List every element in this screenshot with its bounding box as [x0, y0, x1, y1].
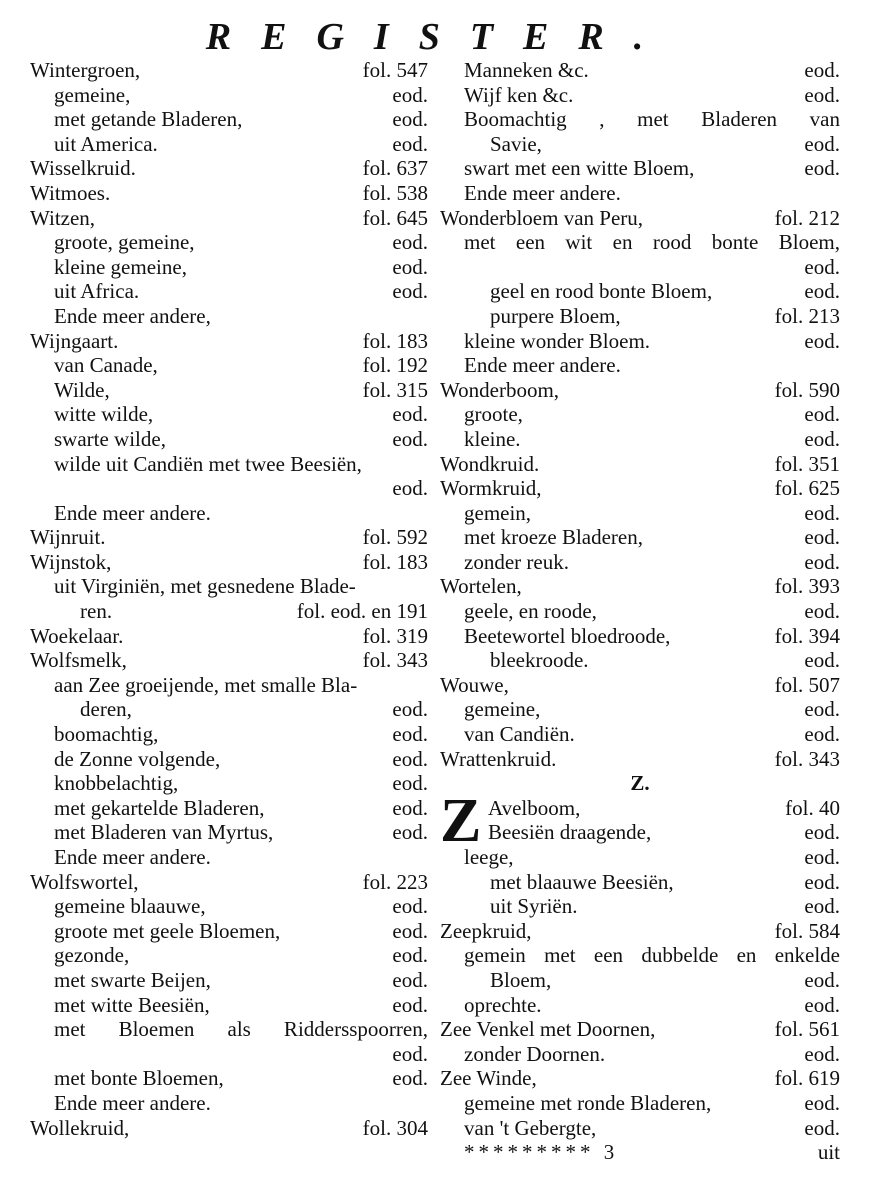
folio-reference: fol. 538 — [362, 180, 428, 205]
index-entry — [30, 943, 428, 968]
entry-term: Zee Venkel met Doornen, — [440, 1017, 656, 1042]
folio-reference: eod. — [392, 254, 428, 279]
entry-term: Wijnstok, — [30, 549, 112, 574]
folio-reference: fol. 561 — [774, 1017, 840, 1042]
index-entry — [440, 1042, 840, 1067]
entry-term: met getande Bladeren, — [54, 107, 243, 132]
entry-term: met swarte Beijen, — [54, 967, 211, 992]
index-entry — [440, 870, 840, 895]
entry-term: uit Syriën. — [490, 894, 578, 919]
folio-reference: fol. 547 — [362, 58, 428, 82]
index-entry — [30, 58, 428, 83]
entry-term: kleine gemeine, — [54, 254, 187, 279]
folio-reference: eod. — [804, 845, 840, 869]
entry-term: met blaauwe Beesiën, — [490, 869, 674, 894]
left-column — [30, 58, 428, 1140]
entry-term: oprechte. — [464, 992, 542, 1017]
folio-reference: eod. — [392, 746, 428, 771]
entry-term: gemein met een dubbelde en enkelde — [464, 943, 840, 968]
index-entry — [30, 993, 428, 1018]
folio-reference: eod. — [804, 549, 840, 574]
index-entry — [440, 83, 840, 108]
index-entry — [440, 1066, 840, 1091]
entry-term: Woekelaar. — [30, 623, 124, 648]
folio-reference: eod. — [392, 230, 428, 255]
folio-reference: eod. — [392, 722, 428, 747]
folio-reference: eod. — [804, 58, 840, 82]
index-entry — [440, 968, 840, 993]
folio-reference: fol. 625 — [774, 476, 840, 501]
folio-reference: eod. — [392, 1041, 428, 1066]
index-entry — [30, 476, 428, 501]
entry-term: gemeine, — [464, 697, 541, 722]
entry-term: knobbelachtig, — [54, 771, 179, 796]
catchword: uit — [817, 1140, 840, 1165]
index-entry — [30, 550, 428, 575]
folio-reference: eod. — [804, 426, 840, 451]
entry-term: Ende meer andere. — [464, 180, 621, 205]
folio-reference: fol. 183 — [362, 549, 428, 574]
entry-term: gemeine blaauwe, — [54, 894, 206, 919]
entry-term: Ende meer andere, — [54, 303, 211, 328]
entry-term: groote met geele Bloemen, — [54, 918, 281, 943]
index-entry — [440, 599, 840, 624]
index-entry — [30, 501, 428, 526]
entry-term: uit Africa. — [54, 279, 140, 304]
index-entry — [440, 206, 840, 231]
folio-reference: fol. 343 — [774, 746, 840, 771]
folio-reference: eod. — [804, 697, 840, 722]
entry-term: Wisselkruid. — [30, 156, 136, 181]
entry-term: Ende meer andere. — [54, 845, 211, 869]
entry-term: geele, en roode, — [464, 599, 597, 624]
folio-reference: fol. 223 — [362, 869, 428, 894]
index-entry — [30, 599, 428, 624]
folio-reference: fol. 637 — [362, 156, 428, 181]
folio-reference: fol. 619 — [774, 1066, 840, 1091]
entry-term: van 't Gebergte, — [464, 1115, 597, 1140]
folio-reference: eod. — [392, 1066, 428, 1091]
folio-reference: eod. — [804, 500, 840, 525]
entry-term: deren, — [80, 697, 132, 722]
entry-term: zonder Doornen. — [464, 1041, 606, 1066]
index-entry — [440, 993, 840, 1018]
entry-term: Wolfswortel, — [30, 869, 139, 894]
entry-term: swarte wilde, — [54, 426, 166, 451]
index-entry — [440, 107, 840, 132]
entry-term: Wonderboom, — [440, 377, 560, 402]
folio-reference: eod. — [392, 795, 428, 820]
entry-term: Zee Winde, — [440, 1066, 537, 1091]
folio-reference: fol. 394 — [774, 623, 840, 648]
folio-reference: eod. — [392, 943, 428, 968]
index-entry — [440, 181, 840, 206]
index-entry — [440, 624, 840, 649]
index-entry — [440, 329, 840, 354]
folio-reference: eod. — [392, 918, 428, 943]
entry-term: Ende meer andere. — [464, 353, 621, 378]
folio-reference: fol. 304 — [362, 1115, 428, 1140]
entry-term: Boomachtig , met Bladeren van — [464, 107, 840, 132]
entry-term: uit America. — [54, 131, 158, 156]
entry-term: met een wit en rood bonte Bloem, — [464, 230, 840, 255]
entry-term: Wrattenkruid. — [440, 746, 557, 771]
index-entry — [30, 1116, 428, 1141]
folio-reference: eod. — [392, 771, 428, 796]
index-entry — [30, 452, 428, 477]
entry-term: de Zonne volgende, — [54, 746, 221, 771]
entry-term: Wijnruit. — [30, 525, 106, 550]
index-entry — [440, 255, 840, 280]
folio-reference: eod. — [804, 869, 840, 894]
entry-term: Witmoes. — [30, 180, 111, 205]
index-entry — [30, 747, 428, 772]
index-entry — [30, 673, 428, 698]
folio-reference: fol. 40 — [785, 795, 840, 820]
folio-reference: fol. 192 — [362, 353, 428, 378]
entry-term: Wollekruid, — [30, 1115, 130, 1140]
folio-reference: eod. — [804, 894, 840, 919]
folio-reference: fol. 584 — [774, 918, 840, 943]
folio-reference: eod. — [392, 107, 428, 132]
entry-term: Wilde, — [54, 377, 110, 402]
index-entry — [30, 574, 428, 599]
folio-reference: eod. — [804, 820, 840, 845]
folio-reference: eod. — [392, 402, 428, 427]
entry-term: Wijngaart. — [30, 328, 119, 353]
entry-term: boomachtig, — [54, 722, 159, 747]
index-entry — [440, 279, 840, 304]
folio-reference: eod. — [392, 426, 428, 451]
index-entry — [440, 574, 840, 599]
folio-reference: eod. — [804, 967, 840, 992]
entry-term: gemeine, — [54, 82, 131, 107]
index-entry — [30, 1091, 428, 1116]
index-entry — [440, 304, 840, 329]
entry-term: Wormkruid, — [440, 476, 542, 501]
index-entry — [30, 697, 428, 722]
entry-term: Ende meer andere. — [54, 500, 211, 525]
index-entry — [440, 132, 840, 157]
index-entry — [30, 722, 428, 747]
index-entry — [440, 771, 840, 796]
folio-reference: eod. — [392, 476, 428, 501]
entry-term: Beetewortel bloedroode, — [464, 623, 671, 648]
entry-term: Zeepkruid, — [440, 918, 532, 943]
entry-term: Bloem, — [490, 967, 552, 992]
folio-reference: eod. — [804, 1115, 840, 1140]
folio-reference: eod. — [392, 697, 428, 722]
folio-reference: eod. — [392, 967, 428, 992]
entry-term: gemein, — [464, 500, 532, 525]
index-entry — [440, 845, 840, 870]
index-entry — [440, 747, 840, 772]
folio-reference: fol. 592 — [362, 525, 428, 550]
folio-reference: fol. 315 — [362, 377, 428, 402]
entry-term: kleine. — [464, 426, 521, 451]
page-title: REGISTER. — [205, 16, 674, 58]
index-entry — [440, 820, 840, 845]
entry-term: met Bloemen als Riddersspoorren, — [54, 1017, 428, 1042]
index-entry — [440, 476, 840, 501]
folio-reference: eod. — [392, 820, 428, 845]
entry-term: leege, — [464, 845, 514, 869]
index-entry — [30, 919, 428, 944]
folio-reference: fol. 213 — [774, 303, 840, 328]
entry-term: met Bladeren van Myrtus, — [54, 820, 274, 845]
index-entry — [30, 796, 428, 821]
entry-term: ********* 3 — [464, 1140, 619, 1165]
index-entry — [440, 452, 840, 477]
entry-term: ren. — [80, 599, 113, 624]
index-entry — [30, 894, 428, 919]
folio-reference: eod. — [804, 648, 840, 673]
index-entry — [30, 83, 428, 108]
index-entry — [30, 107, 428, 132]
entry-term: purpere Bloem, — [490, 303, 621, 328]
index-entry — [30, 402, 428, 427]
index-entry — [30, 329, 428, 354]
folio-reference: fol. 507 — [774, 672, 840, 697]
entry-term: aan Zee groeijende, met smalle Bla- — [54, 672, 358, 697]
index-entry — [440, 402, 840, 427]
index-entry — [440, 697, 840, 722]
index-entry — [440, 673, 840, 698]
folio-reference: fol. 645 — [362, 205, 428, 230]
index-entry — [440, 1140, 840, 1165]
folio-reference: fol. 343 — [362, 648, 428, 673]
folio-reference: eod. — [392, 992, 428, 1017]
index-entry — [30, 771, 428, 796]
folio-reference: eod. — [392, 279, 428, 304]
index-entry — [440, 722, 840, 747]
index-entry — [30, 230, 428, 255]
folio-reference: eod. — [804, 722, 840, 747]
index-entry — [440, 427, 840, 452]
entry-term: Manneken &c. — [464, 58, 589, 82]
index-entry — [440, 230, 840, 255]
index-entry — [440, 1091, 840, 1116]
index-entry — [30, 1066, 428, 1091]
section-letter: Z. — [630, 771, 650, 796]
index-entry — [30, 304, 428, 329]
index-entry — [30, 206, 428, 231]
folio-reference: fol. eod. en 191 — [296, 599, 428, 624]
index-entry — [30, 181, 428, 206]
index-entry — [440, 501, 840, 526]
index-entry — [440, 1017, 840, 1042]
entry-term: met bonte Bloemen, — [54, 1066, 224, 1091]
folio-reference: fol. 212 — [774, 205, 840, 230]
folio-reference: fol. 319 — [362, 623, 428, 648]
folio-reference: eod. — [392, 131, 428, 156]
entry-term: Wondkruid. — [440, 451, 540, 476]
folio-reference: fol. 393 — [774, 574, 840, 599]
folio-reference: eod. — [804, 156, 840, 181]
entry-term: Avelboom, — [488, 795, 581, 820]
index-entry — [30, 156, 428, 181]
folio-reference: fol. 183 — [362, 328, 428, 353]
entry-term: groote, gemeine, — [54, 230, 195, 255]
entry-term: kleine wonder Bloem. — [464, 328, 651, 353]
entry-term: Wortelen, — [440, 574, 522, 599]
index-entry — [30, 870, 428, 895]
right-column — [440, 58, 840, 1165]
entry-term: Wonderbloem van Peru, — [440, 205, 644, 230]
folio-reference: eod. — [392, 82, 428, 107]
index-entry — [30, 525, 428, 550]
entry-term: Witzen, — [30, 205, 96, 230]
index-entry — [440, 550, 840, 575]
folio-reference: eod. — [392, 894, 428, 919]
index-entry — [30, 378, 428, 403]
index-entry — [440, 1116, 840, 1141]
entry-term: swart met een witte Bloem, — [464, 156, 695, 181]
index-entry — [440, 378, 840, 403]
folio-reference: eod. — [804, 82, 840, 107]
index-entry — [30, 845, 428, 870]
index-entry — [440, 58, 840, 83]
entry-term: Beesiën draagende, — [488, 820, 652, 845]
entry-term: Savie, — [490, 131, 542, 156]
folio-reference: eod. — [804, 279, 840, 304]
entry-term: Wintergroen, — [30, 58, 141, 82]
index-entry — [440, 894, 840, 919]
index-entry — [30, 624, 428, 649]
index-entry — [440, 648, 840, 673]
entry-term: wilde uit Candiën met twee Beesiën, — [54, 451, 362, 476]
index-entry — [30, 820, 428, 845]
folio-reference: fol. 351 — [774, 451, 840, 476]
entry-term: van Candiën. — [464, 722, 575, 747]
folio-reference: eod. — [804, 599, 840, 624]
entry-term: met kroeze Bladeren, — [464, 525, 643, 550]
index-entry — [440, 353, 840, 378]
folio-reference: eod. — [804, 525, 840, 550]
entry-term: Wouwe, — [440, 672, 509, 697]
index-entry — [440, 156, 840, 181]
index-entry — [30, 353, 428, 378]
index-entry — [30, 279, 428, 304]
entry-term: Wijf ken &c. — [464, 82, 574, 107]
folio-reference: eod. — [804, 1090, 840, 1115]
entry-term: van Canade, — [54, 353, 158, 378]
entry-term: Ende meer andere. — [54, 1090, 211, 1115]
folio-reference: eod. — [804, 254, 840, 279]
entry-term: uit Virginiën, met gesnedene Blade- — [54, 574, 356, 599]
index-entry — [30, 255, 428, 280]
entry-term: met gekartelde Bladeren, — [54, 795, 265, 820]
entry-term: bleekroode. — [490, 648, 589, 673]
index-entry — [440, 943, 840, 968]
entry-term: geel en rood bonte Bloem, — [490, 279, 713, 304]
drop-cap-letter: Z — [440, 786, 482, 855]
folio-reference: eod. — [804, 328, 840, 353]
index-entry — [440, 525, 840, 550]
folio-reference: eod. — [804, 402, 840, 427]
entry-term: zonder reuk. — [464, 549, 569, 574]
entry-term: witte wilde, — [54, 402, 154, 427]
index-entry — [30, 427, 428, 452]
entry-term: gezonde, — [54, 943, 130, 968]
folio-reference: eod. — [804, 992, 840, 1017]
index-entry — [30, 1042, 428, 1067]
index-entry — [440, 919, 840, 944]
index-entry — [30, 648, 428, 673]
index-entry — [30, 132, 428, 157]
entry-term: gemeine met ronde Bladeren, — [464, 1090, 712, 1115]
entry-term: Wolfsmelk, — [30, 648, 127, 673]
folio-reference: eod. — [804, 1041, 840, 1066]
folio-reference: eod. — [804, 131, 840, 156]
entry-term: met witte Beesiën, — [54, 992, 210, 1017]
folio-reference: fol. 590 — [774, 377, 840, 402]
index-entry — [30, 1017, 428, 1042]
entry-term: groote, — [464, 402, 523, 427]
index-entry — [30, 968, 428, 993]
